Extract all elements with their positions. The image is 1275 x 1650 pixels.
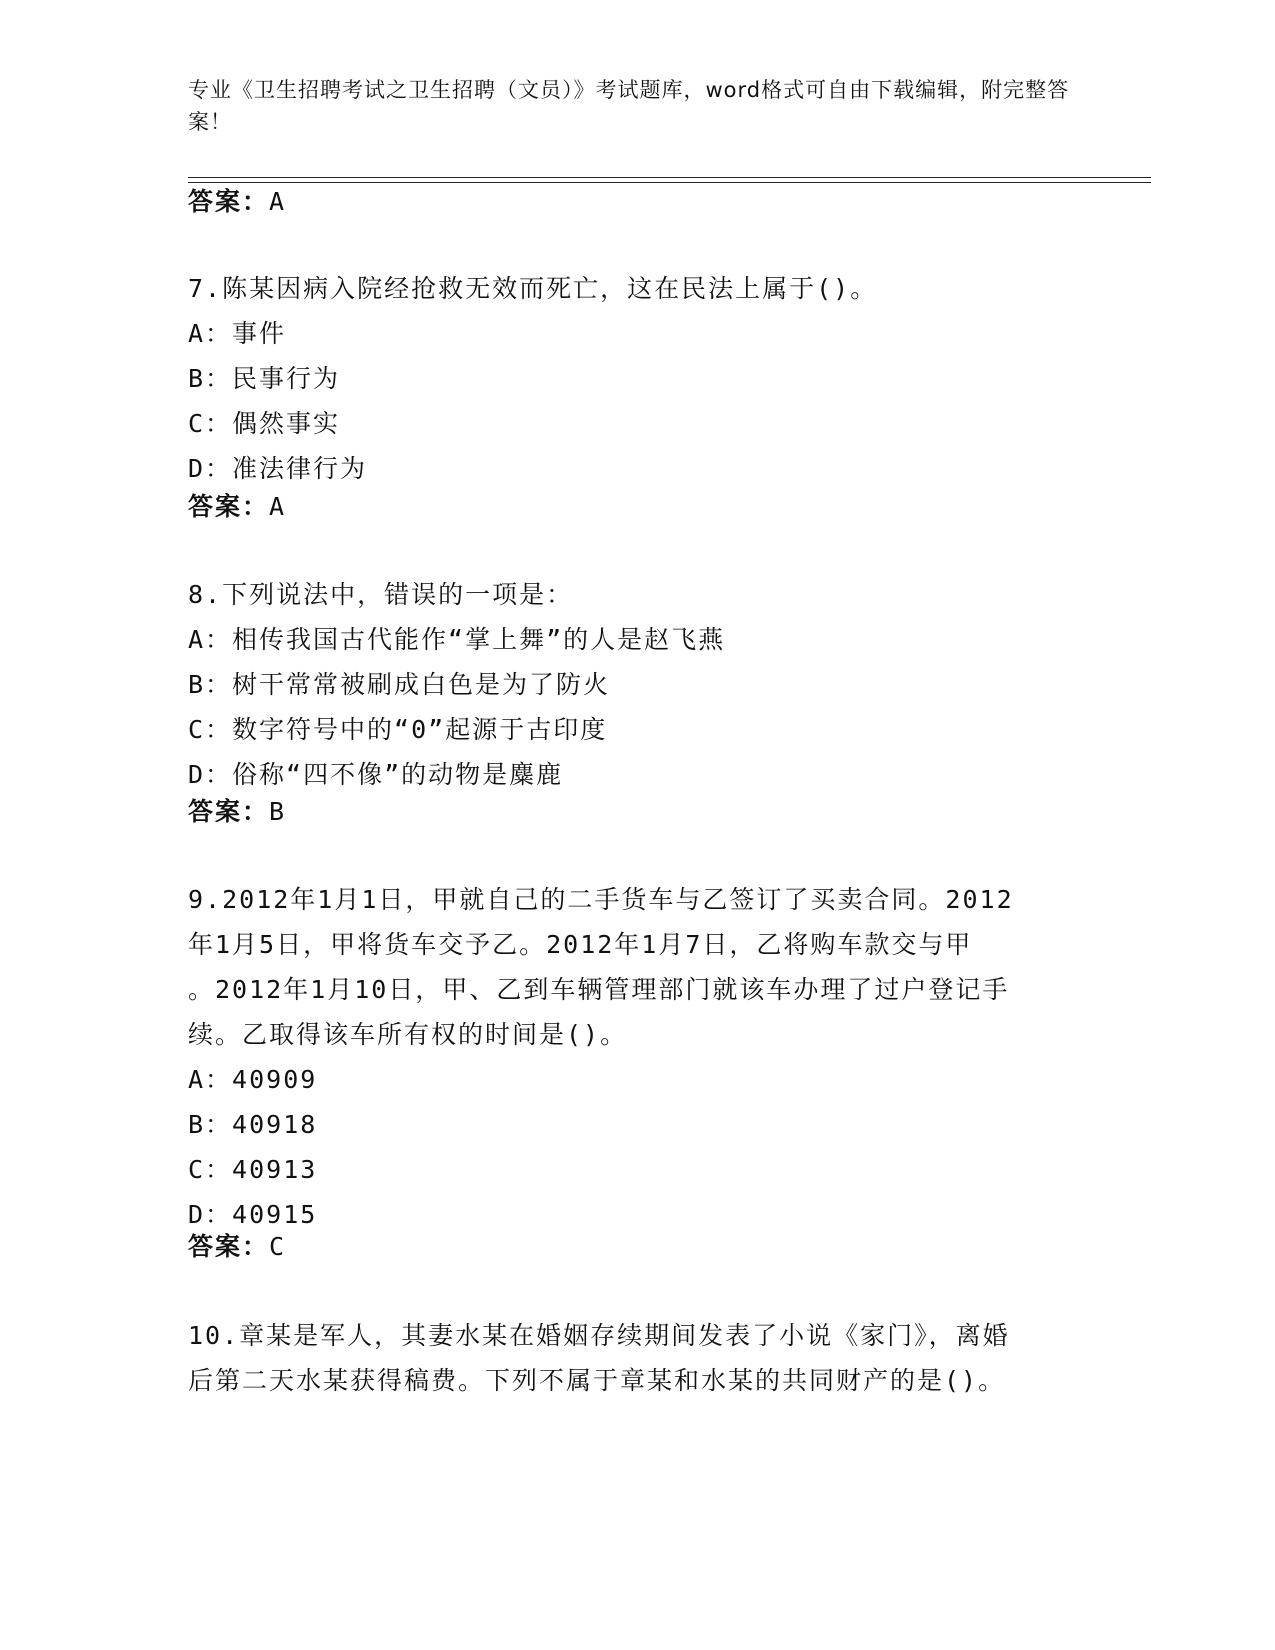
option-a: A：40909 bbox=[188, 1065, 318, 1094]
document-header: 专业《卫生招聘考试之卫生招聘（文员）》考试题库，word格式可自由下载编辑，附完整答案！ bbox=[188, 78, 1070, 134]
question-text: 7.陈某因病入院经抢救无效而死亡，这在民法上属于()。 bbox=[188, 274, 878, 303]
option-c: C：数字符号中的“0”起源于古印度 bbox=[188, 715, 608, 744]
option-b: B：40918 bbox=[188, 1110, 318, 1139]
question-text-line: 续。乙取得该车所有权的时间是()。 bbox=[188, 1020, 628, 1049]
answer-line bbox=[188, 490, 1088, 524]
question-text-line: 年1月5日，甲将货车交予乙。2012年1月7日，乙将购车款交与甲 bbox=[188, 930, 973, 959]
answer-label: 答案： bbox=[188, 797, 270, 826]
question-text: 8.下列说法中，错误的一项是： bbox=[188, 580, 574, 609]
question-text-line: 后第二天水某获得稿费。下列不属于章某和水某的共同财产的是()。 bbox=[188, 1366, 1006, 1395]
option-d: D：40915 bbox=[188, 1200, 318, 1229]
answer-label: 答案： bbox=[188, 492, 270, 521]
option-a: A：相传我国古代能作“掌上舞”的人是赵飞燕 bbox=[188, 625, 726, 654]
answer-value: C bbox=[269, 1232, 287, 1261]
option-d: D：准法律行为 bbox=[188, 454, 368, 483]
question-9 bbox=[188, 877, 1088, 1237]
answer-label: 答案： bbox=[188, 187, 270, 216]
answer-value: A bbox=[269, 492, 287, 521]
option-b: B：树干常常被刷成白色是为了防火 bbox=[188, 670, 611, 699]
option-c: C：40913 bbox=[188, 1155, 318, 1184]
option-c: C：偶然事实 bbox=[188, 409, 341, 438]
header-rule-top bbox=[188, 177, 1151, 178]
question-text-line: 10.章某是军人，其妻水某在婚姻存续期间发表了小说《家门》，离婚 bbox=[188, 1321, 1010, 1350]
answer-line bbox=[188, 185, 1088, 219]
question-10 bbox=[188, 1313, 1088, 1403]
answer-value: B bbox=[269, 797, 287, 826]
answer-line bbox=[188, 1230, 1088, 1264]
question-text-line: 9.2012年1月1日，甲就自己的二手货车与乙签订了买卖合同。2012 bbox=[188, 885, 1014, 914]
option-a: A：事件 bbox=[188, 319, 287, 348]
answer-label: 答案： bbox=[188, 1232, 270, 1261]
option-d: D：俗称“四不像”的动物是麋鹿 bbox=[188, 760, 564, 789]
answer-line bbox=[188, 795, 1088, 829]
header-rule-bottom bbox=[188, 182, 1151, 183]
question-7 bbox=[188, 266, 1088, 491]
option-b: B：民事行为 bbox=[188, 364, 341, 393]
question-8 bbox=[188, 572, 1088, 797]
question-text-line: 。2012年1月10日，甲、乙到车辆管理部门就该车办理了过户登记手 bbox=[188, 975, 1010, 1004]
answer-value: A bbox=[269, 187, 287, 216]
